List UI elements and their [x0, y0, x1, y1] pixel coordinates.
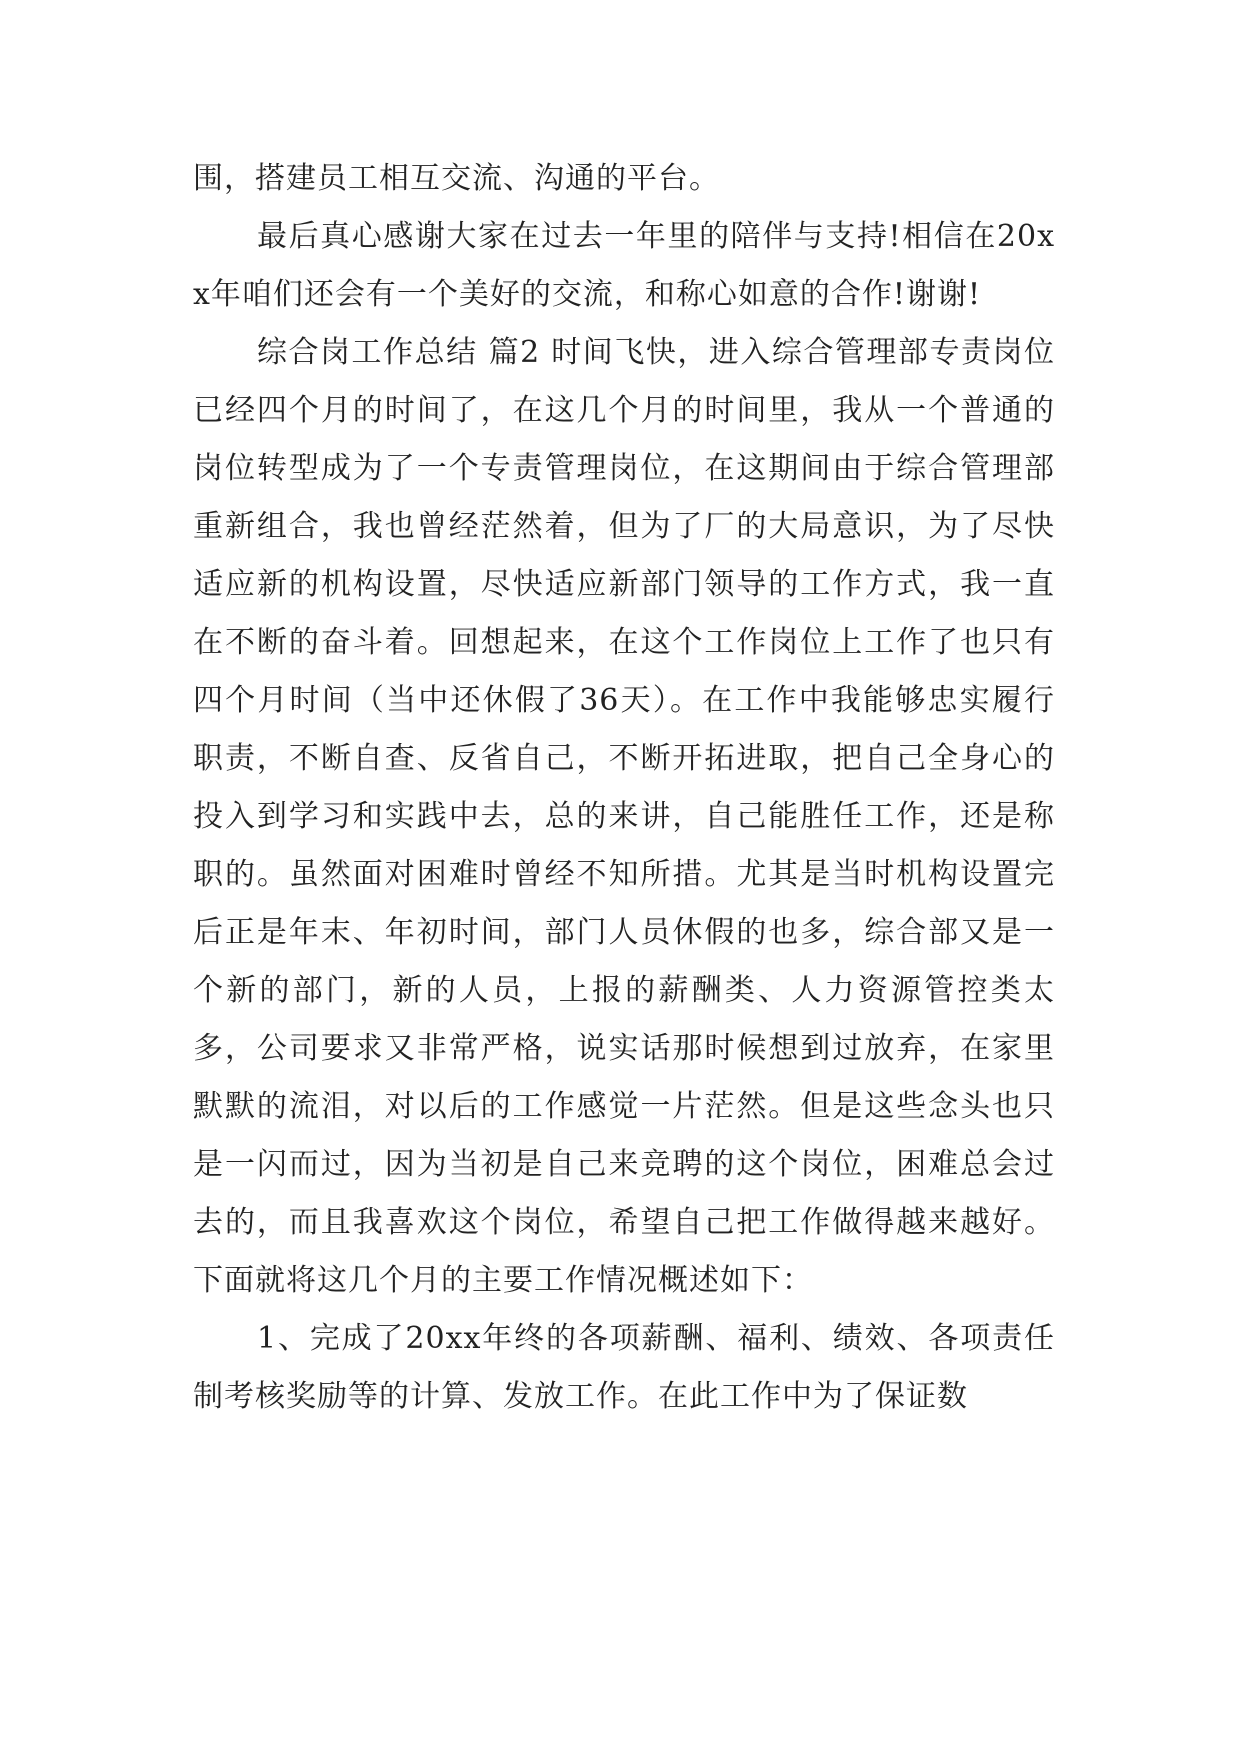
- document-body: [193, 150, 1055, 1426]
- paragraph-thanks: 最后真心感谢大家在过去一年里的陪伴与支持!相信在20xx年咱们还会有一个美好的交流，和称心如意的合作!谢谢!: [193, 219, 1055, 312]
- paragraph-closing-fragment: 围，搭建员工相互交流、沟通的平台。: [193, 161, 720, 196]
- paragraph-summary-part-2: 综合岗工作总结 篇2 时间飞快，进入综合管理部专责岗位已经四个月的时间了，在这几个月的时间里，我从一个普通的岗位转型成为了一个专责管理岗位，在这期间由于综合管理部重新组合，我也曾经茫然着，但为了厂的大局意识，为了尽快适应新的机构设置，尽快适应新部门领导的工作方式，我一直在不断的奋斗着。回想起来，在这个工作岗位上工作了也只有四个月时间（当中还休假了36天）。在工作中我能够忠实履行职责，不断自查、反省自己，不断开拓进取，把自己全身心的投入到学习和实践中去，总的来讲，自己能胜任工作，还是称职的。虽然面对困难时曾经不知所措。尤其是当时机构设置完后正是年末、年初时间，部门人员休假的也多，综合部又是一个新的部门，新的人员，上报的薪酬类、人力资源管控类太多，公司要求又非常严格，说实话那时候想到过放弃，在家里默默的流泪，对以后的工作感觉一片茫然。但是这些念头也只是一闪而过，因为当初是自己来竞聘的这个岗位，困难总会过去的，而且我喜欢这个岗位，希望自己把工作做得越来越好。下面就将这几个月的主要工作情况概述如下：: [193, 335, 1055, 1298]
- paragraph-item-1: 1、完成了20xx年终的各项薪酬、福利、绩效、各项责任制考核奖励等的计算、发放工作。在此工作中为了保证数: [193, 1321, 1055, 1414]
